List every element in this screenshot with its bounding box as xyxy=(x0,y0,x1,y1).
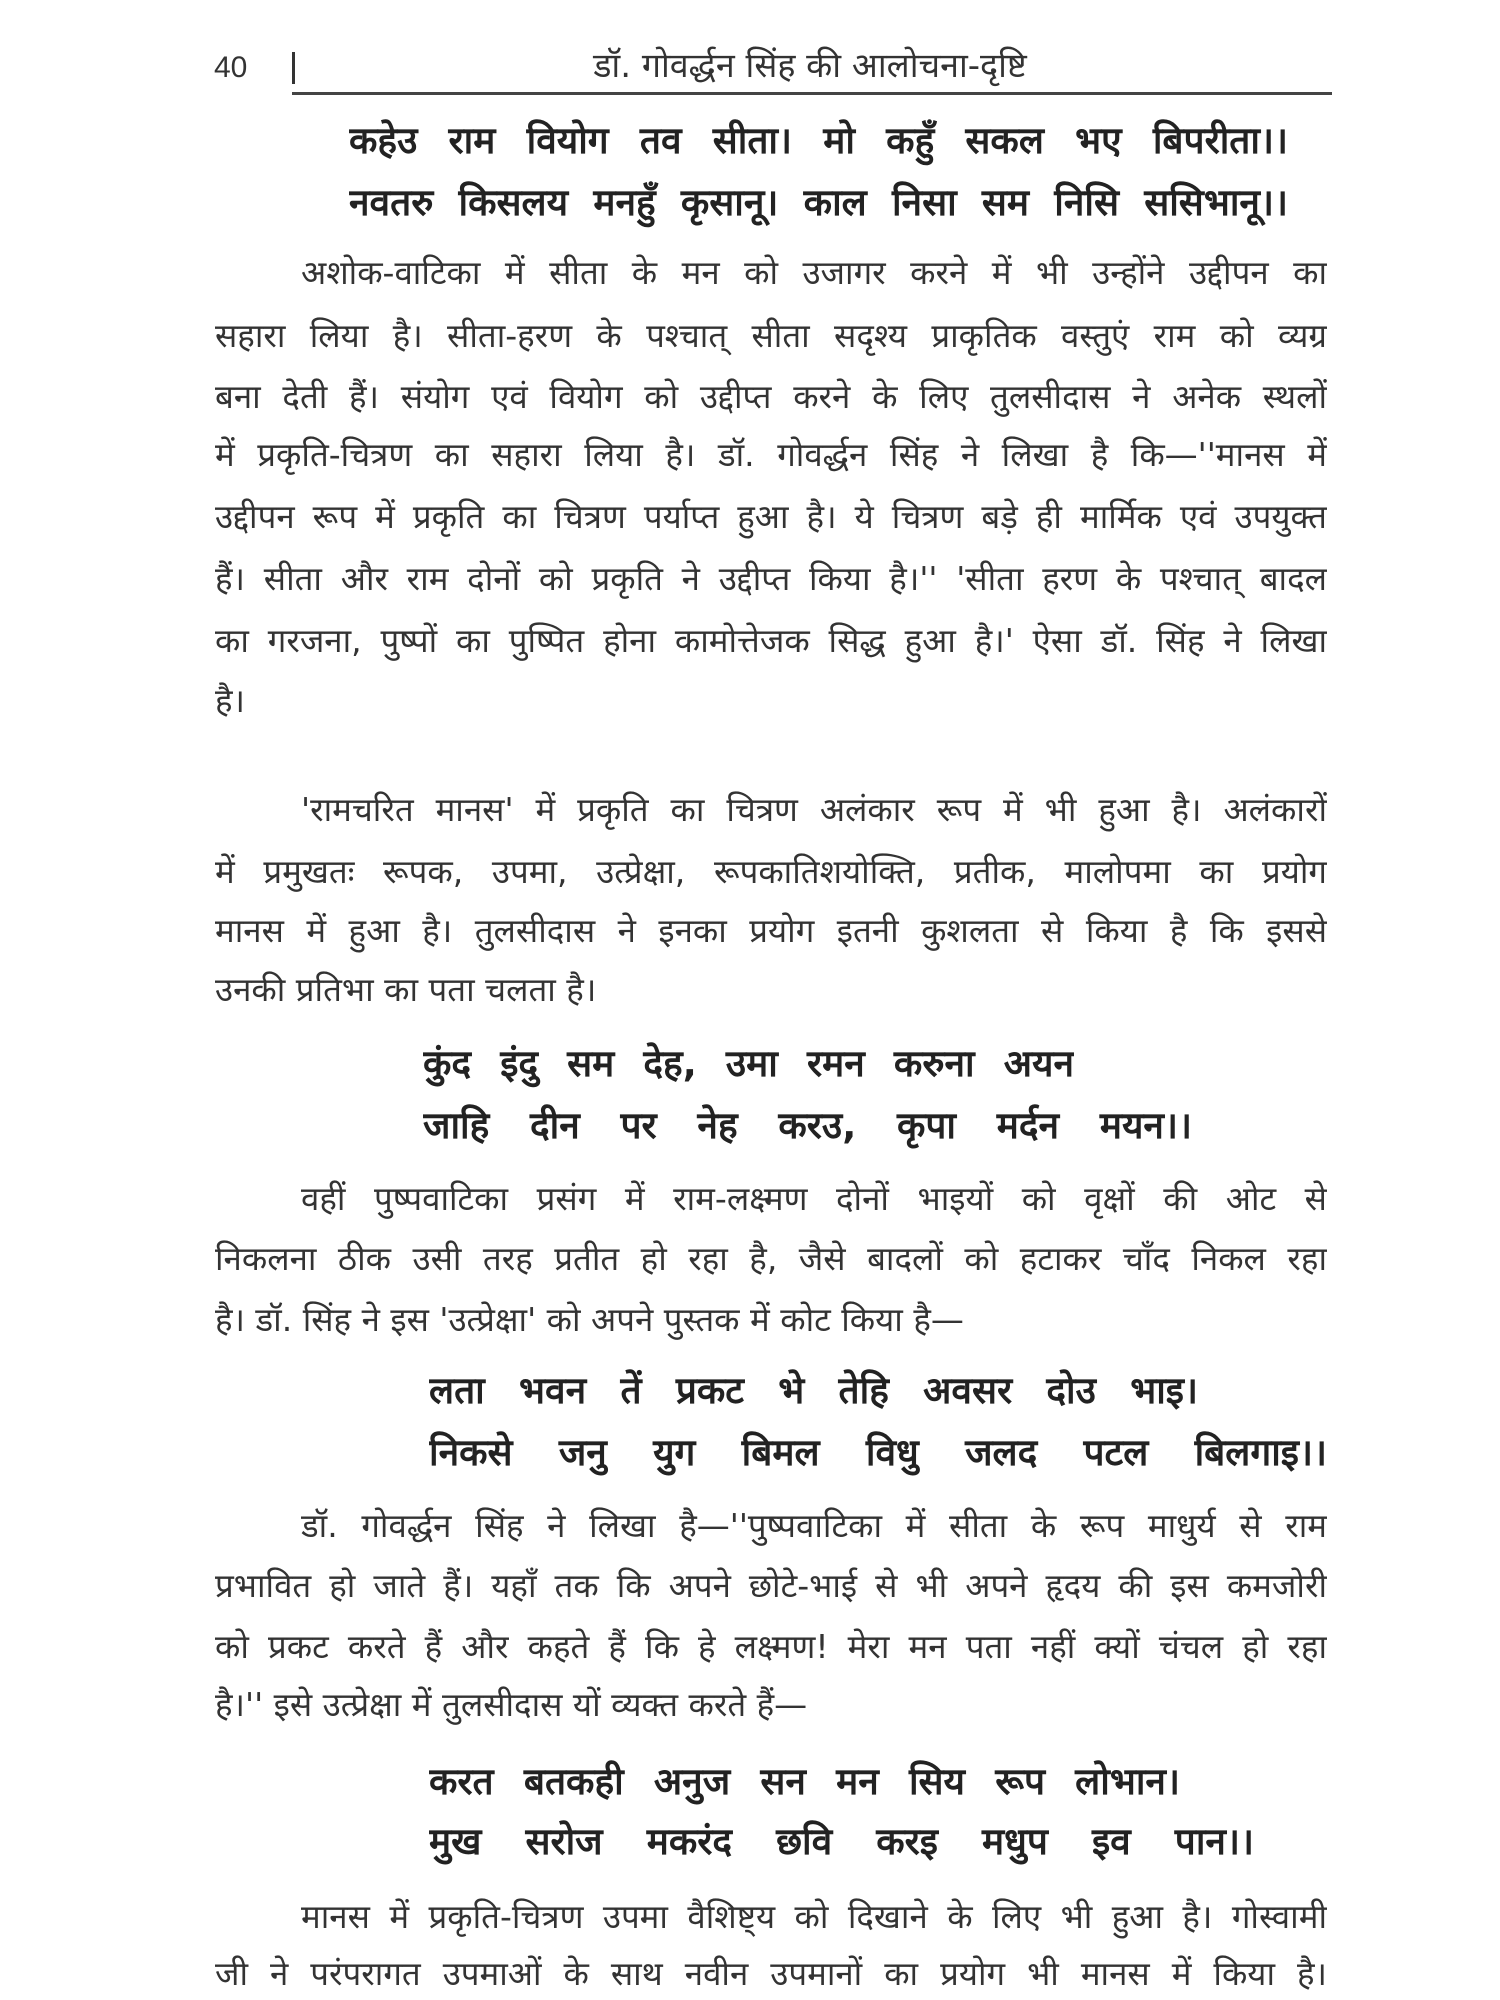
verse-line: कहेउ राम वियोग तव सीता। मो कहुँ सकल भए बिपरीता।। xyxy=(349,119,1288,162)
paragraph-line: निकलना ठीक उसी तरह प्रतीत हो रहा है, जैसे बादलों को हटाकर चाँद निकल रहा xyxy=(215,1239,1327,1278)
paragraph-line: मानस में हुआ है। तुलसीदास ने इनका प्रयोग इतनी कुशलता से किया है कि इससे xyxy=(215,911,1327,950)
verse-line: कुंद इंदु सम देह, उमा रमन करुना अयन xyxy=(423,1042,1074,1085)
verse-line: निकसे जनु युग बिमल विधु जलद पटल बिलगाइ।। xyxy=(429,1431,1327,1474)
paragraph-line: डॉ. गोवर्द्धन सिंह ने लिखा है—''पुष्पवाटिका में सीता के रूप माधुर्य से राम xyxy=(301,1506,1327,1545)
paragraph-line: जी ने परंपरागत उपमाओं के साथ नवीन उपमानों का प्रयोग भी मानस में किया है। xyxy=(215,1954,1327,1993)
paragraph-line: वहीं पुष्पवाटिका प्रसंग में राम-लक्ष्मण दोनों भाइयों को वृक्षों की ओट से xyxy=(301,1179,1327,1218)
verse-line: मुख सरोज मकरंद छवि करइ मधुप इव पान।। xyxy=(429,1820,1254,1863)
paragraph-line: है। डॉ. सिंह ने इस 'उत्प्रेक्षा' को अपने पुस्तक में कोट किया है— xyxy=(215,1300,964,1339)
paragraph-line: है।'' इसे उत्प्रेक्षा में तुलसीदास यों व्यक्त करते हैं— xyxy=(215,1685,808,1724)
paragraph-line: बना देती हैं। संयोग एवं वियोग को उद्दीप्त करने के लिए तुलसीदास ने अनेक स्थलों xyxy=(215,377,1327,416)
verse-line: लता भवन तें प्रकट भे तेहि अवसर दोउ भाइ। xyxy=(429,1369,1198,1412)
page-number: 40 xyxy=(214,51,248,84)
verse-line: करत बतकही अनुज सन मन सिय रूप लोभान। xyxy=(429,1760,1180,1803)
running-title: डॉ. गोवर्द्धन सिंह की आलोचना-दृष्टि xyxy=(593,46,1027,86)
paragraph-line: उद्दीपन रूप में प्रकृति का चित्रण पर्याप्त हुआ है। ये चित्रण बड़े ही मार्मिक एवं उपयुक्त xyxy=(215,497,1327,536)
verse-line: नवतरु किसलय मनहुँ कृसानू। काल निसा सम निसि ससिभानू।। xyxy=(349,181,1288,224)
paragraph-line: सहारा लिया है। सीता-हरण के पश्चात् सीता सदृश्य प्राकृतिक वस्तुएं राम को व्यग्र xyxy=(215,316,1327,355)
paragraph-line: हैं। सीता और राम दोनों को प्रकृति ने उद्दीप्त किया है।'' 'सीता हरण के पश्चात् बादल xyxy=(215,559,1327,598)
header-divider-bar xyxy=(292,52,295,84)
verse-line: जाहि दीन पर नेह करउ, कृपा मर्दन मयन।। xyxy=(423,1104,1192,1147)
paragraph-line: में प्रमुखतः रूपक, उपमा, उत्प्रेक्षा, रूपकातिशयोक्ति, प्रतीक, मालोपमा का प्रयोग xyxy=(215,852,1327,891)
paragraph-line: में प्रकृति-चित्रण का सहारा लिया है। डॉ. गोवर्द्धन सिंह ने लिखा है कि—''मानस में xyxy=(215,435,1327,474)
header-rule xyxy=(292,92,1332,95)
paragraph-line: है। xyxy=(215,681,246,720)
paragraph-line: को प्रकट करते हैं और कहते हैं कि हे लक्ष्मण! मेरा मन पता नहीं क्यों चंचल हो रहा xyxy=(215,1627,1327,1666)
paragraph-line: का गरजना, पुष्पों का पुष्पित होना कामोत्तेजक सिद्ध हुआ है।' ऐसा डॉ. सिंह ने लिखा xyxy=(215,621,1327,660)
paragraph-line: प्रभावित हो जाते हैं। यहाँ तक कि अपने छोटे-भाई से भी अपने हृदय की इस कमजोरी xyxy=(215,1566,1327,1605)
paragraph-line: अशोक-वाटिका में सीता के मन को उजागर करने में भी उन्होंने उद्दीपन का xyxy=(301,253,1327,292)
paragraph-line: 'रामचरित मानस' में प्रकृति का चित्रण अलंकार रूप में भी हुआ है। अलंकारों xyxy=(301,790,1327,829)
paragraph-line: मानस में प्रकृति-चित्रण उपमा वैशिष्ट्य को दिखाने के लिए भी हुआ है। गोस्वामी xyxy=(301,1897,1327,1936)
paragraph-line: उनकी प्रतिभा का पता चलता है। xyxy=(215,970,597,1009)
